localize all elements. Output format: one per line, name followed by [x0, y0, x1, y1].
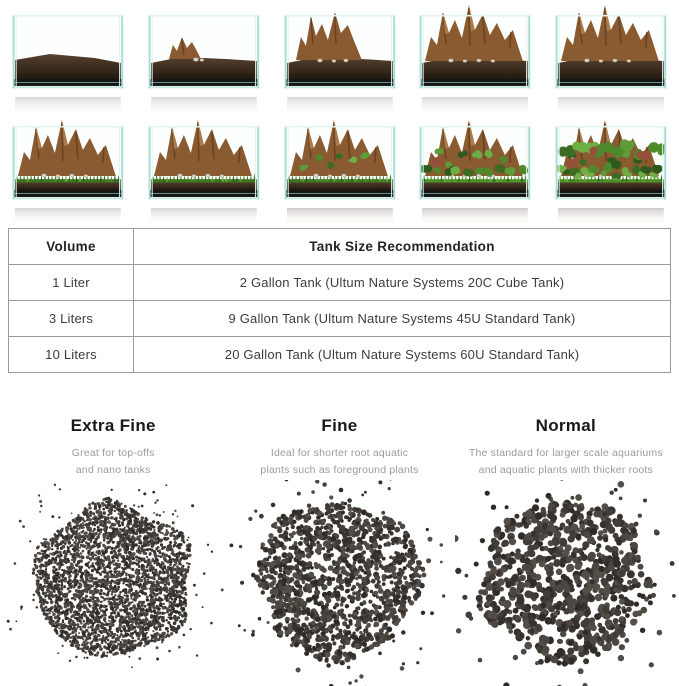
tank-illustration: [272, 0, 408, 111]
volume-header: Volume: [9, 229, 134, 265]
grain-column-fine: [226, 372, 452, 686]
tank-size-header: Tank Size Recommendation: [134, 229, 671, 265]
table-row: [9, 337, 671, 373]
tank-size-cell: 20 Gallon Tank (Ultum Nature Systems 60U Standard Tank): [134, 337, 671, 373]
tank-illustration: [272, 111, 408, 222]
tank-stage-image: [136, 111, 272, 222]
granule-pile-illustration: [2, 480, 224, 686]
grain-column-extra-fine: [0, 372, 226, 686]
table-body: [9, 265, 671, 373]
grain-description-line: The standard for larger scale aquariums: [468, 447, 663, 459]
table-row: [9, 265, 671, 301]
soil-pile-fine: [226, 480, 452, 686]
granule-pile-illustration: [455, 480, 677, 686]
tank-stage-image: [272, 111, 408, 222]
table-header-row: [9, 229, 671, 265]
table-row: [9, 301, 671, 337]
tank-illustration: [0, 111, 136, 222]
tank-stage-image: [407, 0, 543, 111]
soil-pile-normal: [453, 480, 679, 686]
tank-stage-image: [0, 0, 136, 111]
tank-illustration: [407, 111, 543, 222]
grain-column-normal: [453, 372, 679, 686]
tank-illustration: [543, 0, 679, 111]
tank-illustration: [136, 0, 272, 111]
tank-size-cell: 2 Gallon Tank (Ultum Nature Systems 20C Cube Tank): [134, 265, 671, 301]
volume-cell: 1 Liter: [9, 265, 134, 301]
tank-stage-image: [136, 0, 272, 111]
volume-cell: 10 Liters: [9, 337, 134, 373]
granule-size-section: [0, 372, 679, 686]
tank-size-table: [8, 228, 671, 373]
tank-illustration: [543, 111, 679, 222]
tank-size-cell: 9 Gallon Tank (Ultum Nature Systems 45U Standard Tank): [134, 301, 671, 337]
tank-illustration: [0, 0, 136, 111]
volume-cell: 3 Liters: [9, 301, 134, 337]
grain-title: Extra Fine: [70, 416, 156, 435]
grain-description-line: Ideal for shorter root aquatic: [270, 447, 409, 459]
tank-stage-image: [407, 111, 543, 222]
aquascape-progression-gallery: [0, 0, 679, 222]
tank-stage-image: [543, 0, 679, 111]
grain-description-line: and nano tanks: [75, 464, 151, 476]
soil-pile-extra-fine: [0, 480, 226, 686]
grain-description-line: plants such as foreground plants: [260, 464, 419, 476]
tank-stage-image: [272, 0, 408, 111]
tank-illustration: [407, 0, 543, 111]
grain-title: Normal: [535, 416, 596, 435]
grain-description-line: Great for top-offs: [71, 447, 155, 459]
grain-title: Fine: [321, 416, 358, 435]
granule-pile-illustration: [228, 480, 450, 686]
tank-illustration: [136, 111, 272, 222]
tank-stage-image: [0, 111, 136, 222]
grain-description-line: and aquatic plants with thicker roots: [478, 464, 653, 476]
tank-stage-image: [543, 111, 679, 222]
